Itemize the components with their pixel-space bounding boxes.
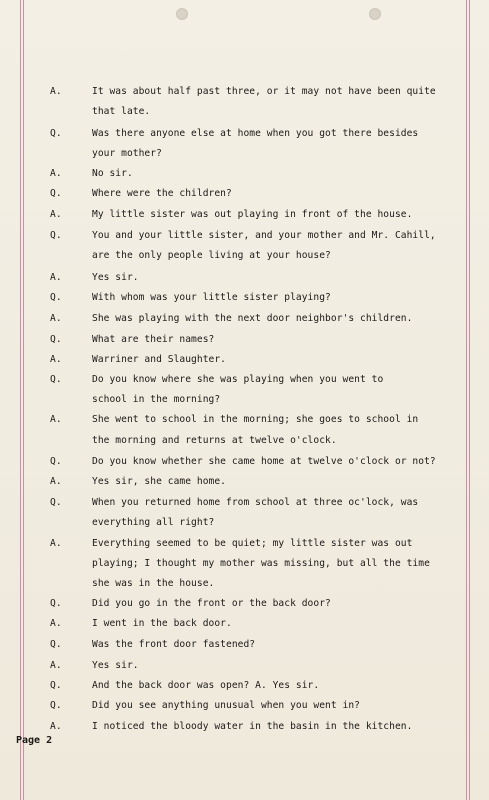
transcript-line [0,431,489,451]
transcript-line [0,594,489,614]
speaker-label: A. [50,313,62,324]
speaker-label: Q. [50,497,62,508]
line-text: that late. [92,106,151,117]
transcript-line [0,493,489,513]
speaker-label: A. [50,86,62,97]
transcript-line [0,574,489,594]
line-text: Everything seemed to be quiet; my little sister was out [92,538,413,549]
transcript-line [0,102,489,122]
line-text: With whom was your little sister playing? [92,292,331,303]
line-text: Do you know where she was playing when you went to [92,374,384,385]
transcript-line [0,676,489,696]
line-text: school in the morning? [92,394,221,405]
line-text: When you returned home from school at three oc'lock, was [92,497,419,508]
transcript-line [0,309,489,329]
line-text: Where were the children? [92,188,232,199]
transcript-line [0,350,489,370]
speaker-label: Q. [50,334,62,345]
line-text: Yes sir. [92,660,139,671]
line-text: everything all right? [92,517,215,528]
line-text: she was in the house. [92,578,215,589]
transcript-line [0,614,489,634]
transcript-line [0,513,489,533]
transcript-line [0,472,489,492]
line-text: Do you know whether she came home at twelve o'clock or not? [92,456,436,467]
line-text: And the back door was open? A. Yes sir. [92,680,320,691]
line-text: playing; I thought my mother was missing, but all the time [92,558,430,569]
speaker-label: A. [50,168,62,179]
line-text: Warriner and Slaughter. [92,354,226,365]
speaker-label: A. [50,618,62,629]
speaker-label: Q. [50,456,62,467]
speaker-label: A. [50,721,62,732]
line-text: Did you go in the front or the back door? [92,598,331,609]
transcript-line [0,226,489,246]
transcript-line [0,656,489,676]
speaker-label: Q. [50,128,62,139]
transcript-line [0,717,489,737]
speaker-label: A. [50,538,62,549]
transcript-line [0,164,489,184]
transcript-line [0,246,489,266]
line-text: Was there anyone else at home when you got there besides [92,128,419,139]
transcript-line [0,390,489,410]
transcript-line [0,144,489,164]
transcript-line [0,124,489,144]
speaker-label: Q. [50,230,62,241]
transcript-line [0,452,489,472]
transcript-line [0,288,489,308]
speaker-label: Q. [50,292,62,303]
transcript-line [0,184,489,204]
transcript-line [0,370,489,390]
speaker-label: A. [50,354,62,365]
line-text: It was about half past three, or it may not have been quite [92,86,436,97]
transcript-line [0,268,489,288]
transcript-line [0,410,489,430]
line-text: the morning and returns at twelve o'clock. [92,435,337,446]
line-text: She went to school in the morning; she goes to school in [92,414,419,425]
line-text: She was playing with the next door neighbor's children. [92,313,413,324]
speaker-label: Q. [50,188,62,199]
speaker-label: A. [50,209,62,220]
line-text: Yes sir, she came home. [92,476,226,487]
speaker-label: A. [50,414,62,425]
line-text: Did you see anything unusual when you went in? [92,700,360,711]
transcript-line [0,82,489,102]
speaker-label: Q. [50,700,62,711]
speaker-label: Q. [50,374,62,385]
transcript-line [0,534,489,554]
line-text: are the only people living at your house? [92,250,331,261]
line-text: I noticed the bloody water in the basin in the kitchen. [92,721,413,732]
transcript-line [0,554,489,574]
transcript-line [0,635,489,655]
speaker-label: Q. [50,680,62,691]
speaker-label: A. [50,476,62,487]
punch-hole [176,8,188,20]
line-text: Yes sir. [92,272,139,283]
speaker-label: A. [50,272,62,283]
transcript-line [0,330,489,350]
transcript-line [0,205,489,225]
line-text: your mother? [92,148,162,159]
line-text: Was the front door fastened? [92,639,256,650]
transcript-line [0,696,489,716]
line-text: You and your little sister, and your mother and Mr. Cahill, [92,230,436,241]
line-text: I went in the back door. [92,618,232,629]
line-text: No sir. [92,168,133,179]
line-text: What are their names? [92,334,215,345]
speaker-label: Q. [50,598,62,609]
speaker-label: Q. [50,639,62,650]
speaker-label: A. [50,660,62,671]
line-text: My little sister was out playing in front of the house. [92,209,413,220]
page-number: Page 2 [16,735,53,746]
punch-hole [369,8,381,20]
